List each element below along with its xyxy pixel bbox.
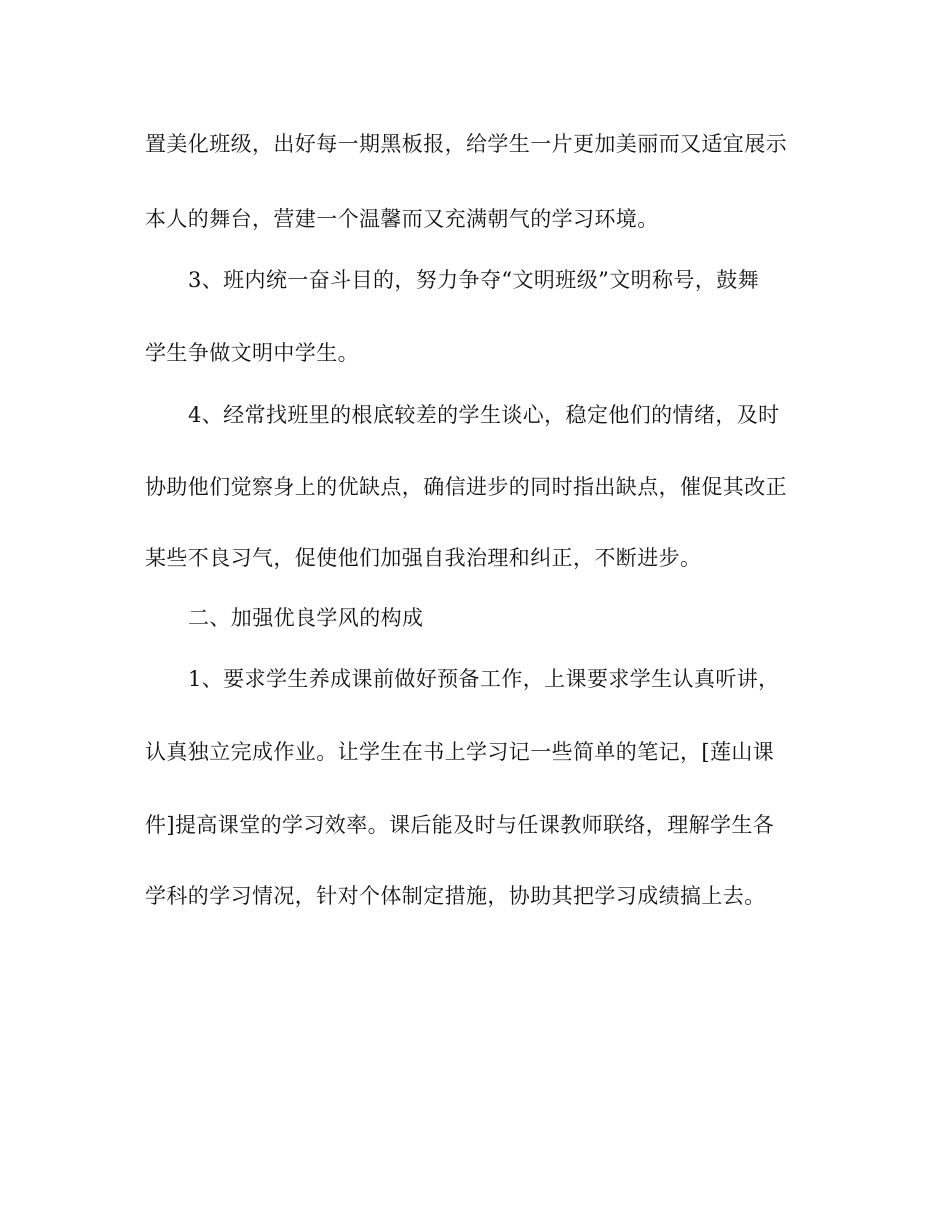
paragraph-line-11: 件]提高课堂的学习效率。课后能及时与任课教师联络，理解学生各 xyxy=(145,813,775,837)
paragraph-line-9: 1、要求学生养成课前做好预备工作，上课要求学生认真听讲， xyxy=(188,667,780,691)
paragraph-line-10: 认真独立完成作业。让学生在书上学习记一些简单的笔记，[莲山课 xyxy=(145,740,775,764)
paragraph-line-1: 置美化班级，出好每一期黑板报，给学生一片更加美丽而又适宜展示 xyxy=(145,132,787,156)
paragraph-line-12: 学科的学习情况，针对个体制定措施，协助其把学习成绩搞上去。 xyxy=(145,884,766,908)
paragraph-line-4: 学生争做文明中学生。 xyxy=(145,341,359,365)
paragraph-line-3: 3、班内统一奋斗目的，努力争夺“文明班级”文明称号，鼓舞 xyxy=(188,268,760,292)
paragraph-line-2: 本人的舞台，营建一个温馨而又充满朝气的学习环境。 xyxy=(145,207,659,231)
paragraph-line-5: 4、经常找班里的根底较差的学生谈心，稳定他们的情绪，及时 xyxy=(188,403,780,427)
section-heading: 二、加强优良学风的构成 xyxy=(188,606,424,630)
paragraph-line-6: 协助他们觉察身上的优缺点，确信进步的同时指出缺点，催促其改正 xyxy=(145,475,787,499)
paragraph-line-7: 某些不良习气，促使他们加强自我治理和纠正，不断进步。 xyxy=(145,546,702,570)
